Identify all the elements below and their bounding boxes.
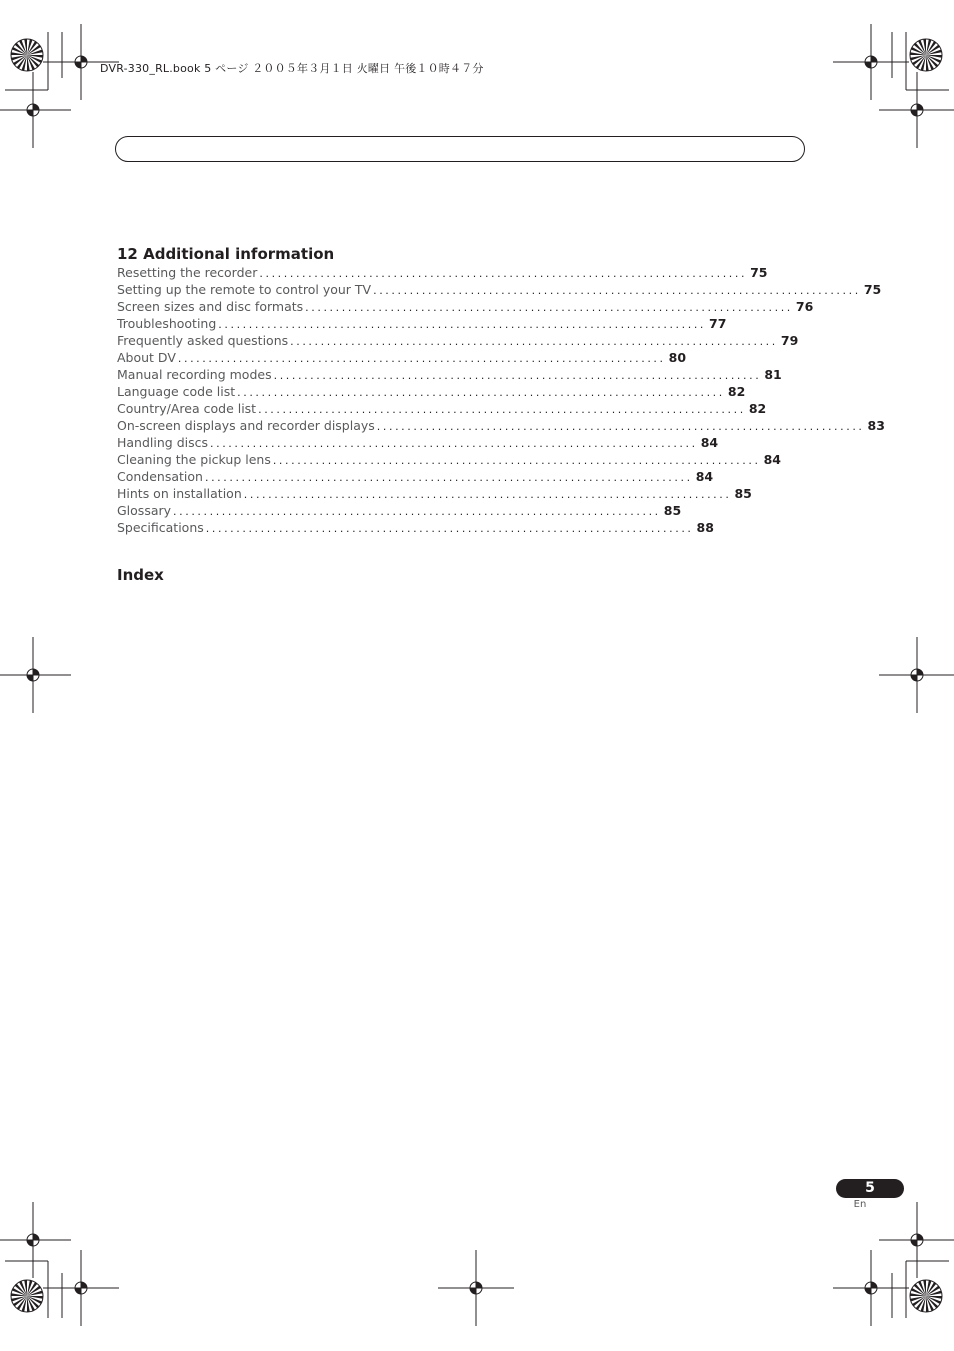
toc-leader-dots: ................................................................................	[218, 318, 707, 331]
crosshair-icon	[833, 24, 909, 100]
toc-entry[interactable]	[117, 281, 882, 298]
toc-leader-dots: ................................................................................	[272, 454, 761, 467]
toc-entry-page: 88	[696, 520, 714, 535]
toc-leader-dots: ................................................................................	[258, 403, 746, 416]
crosshair-icon	[879, 1202, 954, 1278]
toc-leader-dots: ................................................................................	[273, 369, 762, 382]
crosshair-icon	[0, 1202, 71, 1278]
toc-entry[interactable]	[117, 451, 781, 468]
file-header: DVR-330_RL.book 5 ページ ２００５年３月１日 火曜日 午後１０時４７分	[100, 62, 484, 75]
toc-entry[interactable]	[117, 434, 719, 451]
crosshair-icon	[833, 1250, 909, 1326]
index-heading: Index	[117, 566, 164, 584]
toc-entry[interactable]	[117, 383, 746, 400]
toc-entry-page: 77	[709, 316, 727, 331]
toc-entry-label: Specifications	[117, 520, 204, 535]
toc-entry[interactable]	[117, 332, 799, 349]
toc-entry-page: 82	[727, 384, 746, 399]
toc-entry[interactable]	[117, 400, 767, 417]
toc-entry[interactable]	[117, 502, 682, 519]
toc-entry-page: 80	[668, 350, 687, 365]
toc-entry-label: About DV	[117, 350, 176, 365]
toc-leader-dots: ................................................................................	[210, 437, 698, 450]
toc-entry-label: Language code list	[117, 384, 236, 399]
toc-entry[interactable]	[117, 298, 814, 315]
toc-entry-page: 81	[764, 367, 782, 382]
toc-entry-page: 83	[867, 418, 885, 433]
registration-starbursts	[11, 39, 942, 1312]
toc-entry-label: Glossary	[117, 503, 172, 518]
toc-entry-label: Hints on installation	[117, 486, 242, 501]
toc-entry-label: Manual recording modes	[117, 367, 272, 382]
registration-crosshairs	[0, 24, 954, 1326]
toc-entry-label: Troubleshooting	[117, 316, 217, 331]
crosshair-icon	[879, 72, 954, 148]
toc-entry-page: 84	[695, 469, 714, 484]
page-number-badge: 5	[836, 1179, 904, 1198]
toc-entry-page: 85	[734, 486, 752, 501]
toc-leader-dots: ................................................................................	[373, 284, 861, 297]
crosshair-icon	[0, 72, 71, 148]
toc-entry[interactable]	[117, 468, 714, 485]
toc-entry[interactable]	[117, 366, 782, 383]
chapter-header-bar	[115, 136, 805, 162]
crosshair-icon	[43, 1250, 119, 1326]
toc-entry-label: Cleaning the pickup lens	[117, 452, 271, 467]
toc-entry[interactable]	[117, 519, 714, 536]
toc-entry-label: Condensation	[117, 469, 203, 484]
toc-entry-label: Handling discs	[117, 435, 208, 450]
crosshair-icon	[879, 637, 954, 713]
toc-entry-page: 75	[750, 265, 768, 280]
toc-entry[interactable]	[117, 264, 768, 281]
toc-entry[interactable]	[117, 485, 752, 502]
toc-entry-page: 84	[763, 452, 781, 467]
toc-entry-page: 82	[748, 401, 767, 416]
toc-leader-dots: ................................................................................	[237, 386, 725, 399]
toc-entry[interactable]	[117, 417, 885, 434]
toc-list	[117, 264, 885, 536]
toc-entry[interactable]	[117, 349, 687, 366]
toc-leader-dots: ................................................................................	[305, 301, 793, 314]
toc-entry-label: Resetting the recorder	[117, 265, 258, 280]
toc-leader-dots: ................................................................................	[243, 488, 732, 501]
toc-entry-page: 76	[795, 299, 814, 314]
toc-leader-dots: ................................................................................	[376, 420, 865, 433]
toc-entry-label: Frequently asked questions	[117, 333, 289, 348]
section-title: 12 Additional information	[117, 245, 335, 263]
toc-leader-dots: ................................................................................	[259, 267, 748, 280]
toc-leader-dots: ................................................................................	[173, 505, 661, 518]
toc-leader-dots: ................................................................................	[205, 522, 694, 535]
toc-entry-label: Setting up the remote to control your TV	[117, 282, 372, 297]
toc-entry-label: On-screen displays and recorder displays	[117, 418, 375, 433]
page-language: En	[853, 1199, 867, 1210]
toc-entry-label: Country/Area code list	[117, 401, 257, 416]
crosshair-icon	[438, 1250, 514, 1326]
toc-entry-label: Screen sizes and disc formats	[117, 299, 304, 314]
toc-leader-dots: ................................................................................	[204, 471, 693, 484]
toc-entry-page: 84	[700, 435, 719, 450]
toc-entry-page: 75	[863, 282, 882, 297]
crosshair-icon	[0, 637, 71, 713]
toc-entry-page: 85	[663, 503, 682, 518]
toc-entry-page: 79	[780, 333, 799, 348]
toc-leader-dots: ................................................................................	[290, 335, 778, 348]
toc-leader-dots: ................................................................................	[177, 352, 666, 365]
toc-entry[interactable]	[117, 315, 727, 332]
